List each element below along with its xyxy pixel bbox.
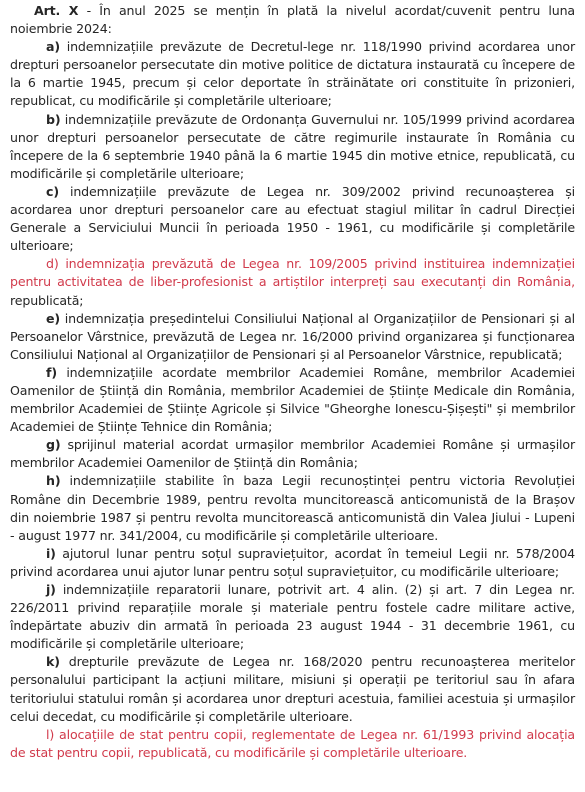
paragraph-a-letter: a) [46,39,60,55]
paragraph-f-text: indemnizațiile acordate membrilor Academiei Române, membrilor Academiei Oamenilor de Știință din România, membrilor Academiei de Științe Medicale din România, membrilor Academiei de Științe Agricole și Silvice "Gheorghe Ionescu-Șișești" și membrilor Academiei de Științe Tehnice din România; [10,364,575,435]
paragraph-f-letter: f) [46,364,57,380]
paragraph-d [10,255,575,309]
paragraph-d-amended-text: indemnizația prevăzută de Legea nr. 109/2005 privind instituirea indemnizației pentru activitatea de liber-profesionist a artiștilor interpreți sau executanți din România, [10,256,575,290]
paragraph-a [10,38,575,110]
paragraph-e [10,310,575,364]
paragraph-h-text: indemnizațiile stabilite în baza Legii recunoștinței pentru victoria Revoluției Române din Decembrie 1989, pentru revolta muncitorească anticomunistă de la Brașov din noiembrie 1987 și pentru revolta muncitorească anticomunistă din Valea Jiului - Lupeni - august 1977 nr. 341/2004, cu modificările și completările ulterioare. [10,473,575,543]
paragraph-c-letter: c) [46,183,59,199]
paragraph-j-letter: j) [46,582,56,597]
paragraph-b-text: indemnizațiile prevăzute de Ordonanța Guvernului nr. 105/1999 privind acordarea unor drepturi persoanelor persecutate de către regimurile instaurate în România cu începere de la 6 septembrie 1940 până la 6 martie 1945 din motive etnice, republicată, cu modificările și completările ulterioare; [10,111,575,181]
article-heading-paragraph [10,2,575,38]
paragraph-g [10,436,575,472]
paragraph-c [10,183,575,255]
paragraph-l [10,726,575,762]
paragraph-c-text: indemnizațiile prevăzute de Legea nr. 309/2002 privind recunoașterea și acordarea unor drepturi persoanelor care au efectuat stagiul militar în cadrul Direcției Generale a Serviciului Muncii în perioada 1950 - 1961, cu modificările și completările ulterioare; [10,183,575,254]
paragraph-i [10,545,575,581]
paragraph-h-letter: h) [46,473,61,489]
paragraph-j [10,581,575,653]
paragraph-d-tail-text: republicată; [10,292,84,308]
paragraph-l-letter: l) [46,726,55,742]
paragraph-k-letter: k) [46,654,60,670]
article-intro-text: - În anul 2025 se mențin în plată la nivelul acordat/cuvenit pentru luna noiembrie 2024: [10,3,575,37]
paragraph-i-text: ajutorul lunar pentru soțul supraviețuitor, acordat în temeiul Legii nr. 578/2004 privind acordarea unui ajutor lunar pentru soțul supraviețuitor, cu modificările ulterioare; [10,545,575,579]
paragraph-e-letter: e) [46,310,60,326]
article-label: Art. X [34,3,79,18]
paragraph-d-letter: d) [46,256,59,272]
paragraph-k [10,653,575,725]
paragraph-i-letter: i) [46,545,56,561]
paragraph-a-text: indemnizațiile prevăzute de Decretul-lege nr. 118/1990 privind acordarea unor drepturi persoanelor persecutate din motive politice de dictatura instaurată cu începere de la 6 martie 1945, precum și celor deportate în străinătate ori constituite în prizonieri, republicat, cu modificările și completările ulterioare; [10,39,575,109]
paragraph-j-text: indemnizațiile reparatorii lunare, potrivit art. 4 alin. (2) și art. 7 din Legea nr. 226/2011 privind reparațiile morale și materiale pentru fostele cadre militare active, îndepărtate abuziv din armată în perioada 23 august 1944 - 31 decembrie 1961, cu modificările și completările ulterioare; [10,582,575,652]
paragraph-k-text: drepturile prevăzute de Legea nr. 168/2020 pentru recunoașterea meritelor personalului participant la acțiuni militare, misiuni și operații pe teritoriul sau în afara teritoriului statului român și acordarea unor drepturi acestuia, familiei acestuia și urmașilor celui decedat, cu modificările și completările ulterioare. [10,654,575,724]
paragraph-g-text: sprijinul material acordat urmașilor membrilor Academiei Române și urmașilor membrilor Academiei Oamenilor de Știință din România; [10,437,575,471]
paragraph-b [10,111,575,183]
paragraph-e-text: indemnizația președintelui Consiliului Național al Organizațiilor de Pensionari și al Persoanelor Vârstnice, prevăzută de Legea nr. 16/2000 privind organizarea și funcționarea Consiliului Național al Organizațiilor de Pensionari și al Persoanelor Vârstnice, republicată; [10,310,575,362]
paragraph-f [10,364,575,436]
paragraph-h [10,472,575,544]
paragraph-l-text: alocațiile de stat pentru copii, reglementate de Legea nr. 61/1993 privind alocația de stat pentru copii, republicată, cu modificările și completările ulterioare. [10,726,575,760]
paragraph-g-letter: g) [46,437,61,453]
paragraph-b-letter: b) [46,111,61,127]
